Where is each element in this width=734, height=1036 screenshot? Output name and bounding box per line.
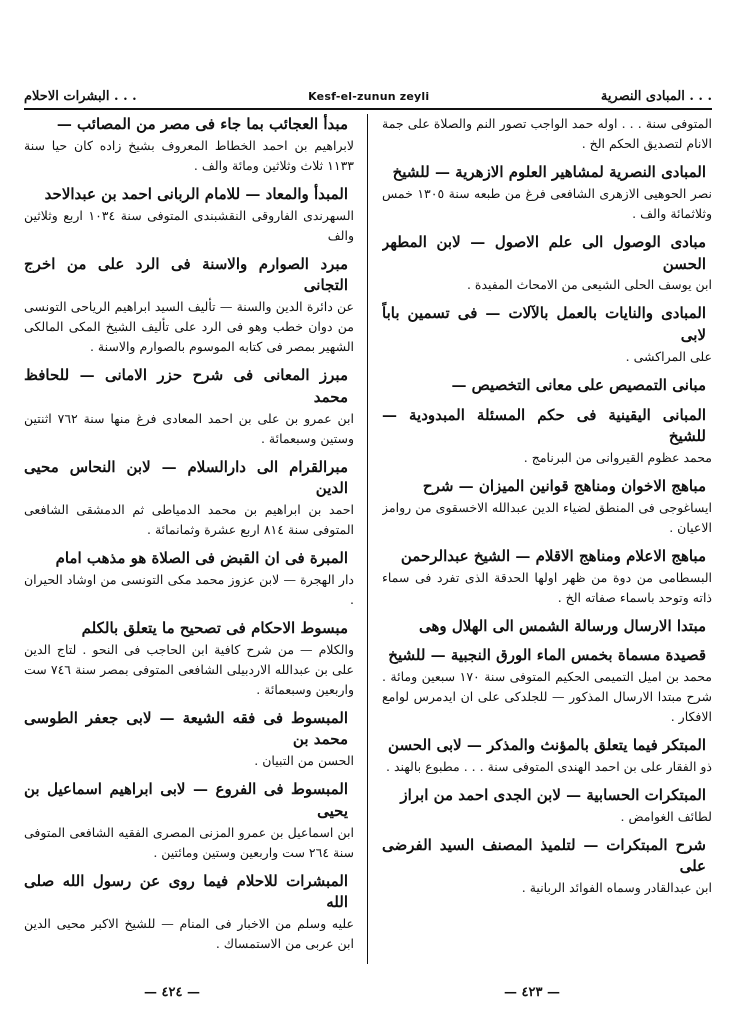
book-page [24, 84, 712, 1004]
entry-body: المتوفى سنة . . . اوله حمد الواجب تصور النم والصلاة على جمة الانام لتصديق الحكم الخ . [382, 116, 712, 151]
entry-heading: قصيدة مسماة بخمس الماء الورق النجبية — للشيخ [388, 646, 706, 665]
column-divider [367, 114, 368, 964]
entry [382, 405, 712, 469]
entry-heading: مبتدا الارسال ورسالة الشمس الى الهلال وهى [418, 616, 706, 635]
running-header [24, 84, 712, 110]
right-column [382, 114, 712, 964]
entry-body: محمد بن اميل التميمى الحكيم المتوفى سنة ١٧٠ سبعين ومائة . شرح مبتدا الارسال المذكور — للجلدكى على ان ايدمرس لوامع الافكار . [382, 669, 712, 724]
entry [24, 618, 354, 700]
entry-heading: مبرد الصوارم والاسنة فى الرد على من اخرج التجانى [24, 254, 348, 295]
entry-body: ابن يوسف الحلى الشيعى من الامحاث المفيدة . [466, 277, 712, 293]
entry-body: دار الهجرة — لابن عزوز محمد مكى التونسى من اوشاد الحيران . [24, 571, 354, 607]
entry-heading: المبتكرات الحسابية — لابن الجدى احمد من ابراز [400, 785, 706, 804]
entry-heading: المبرة فى ان القبض فى الصلاة هو مذهب امام [55, 549, 348, 567]
entry-heading: المبتكر فيما يتعلق بالمؤنث والمذكر — لابى الحسن [388, 736, 706, 754]
entry-body: البسطامى من دوة من ظهر اولها الحدقة الذى تفرد فى سماء ذاته وتوحد باسماء صفاته الخ . [382, 569, 712, 605]
page-number-right: — ٤٢٣ — [504, 985, 561, 1000]
entry [382, 645, 712, 727]
entry-heading: مبرالقرام الى دارالسلام — لابن النحاس محيى الدين [24, 457, 348, 498]
entry [382, 114, 712, 154]
entry [382, 835, 712, 899]
entry-body: لطائف الغوامض . [620, 808, 712, 824]
entry-heading: المبادى والنايات بالعمل بالآلات — فى تسمين باباً لابى [382, 304, 706, 344]
entry-body: عن دائرة الدين والسنة — تأليف السيد ابراهيم الرياحى التونسى من دوان خطب وهو فى الرد على تأليف الشيخ المكى المالكى الشهير بمصر فى كتابه الموسوم بالصوارم والاسنة . [24, 299, 354, 354]
entry [382, 616, 712, 638]
entry-body: والكلام — من شرح كافية ابن الحاجب فى النحو . لتاج الدين على بن عبدالله الاردبيلى الشافعى المتوفى بمصر سنة ٧٤٦ ست واربعين وسبعمائة . [24, 641, 354, 697]
entry [382, 546, 712, 608]
entry-body: ابن اسماعيل بن عمرو المزنى المصرى الفقيه الشافعى المتوفى سنة ٢٦٤ ست واربعين وستين ومائتين . [24, 824, 354, 860]
entry [24, 779, 354, 863]
entry [24, 184, 354, 246]
two-column-body [24, 114, 712, 964]
left-column [24, 114, 354, 964]
entry [24, 871, 354, 955]
entry-heading: المبانى اليقينية فى حكم المسئلة المبدودية — للشيخ [382, 405, 706, 446]
entry-body: على المراكشى . [625, 348, 712, 364]
entry-heading: مباهج الاعلام ومناهج الاقلام — الشيخ عبدالرحمن [400, 546, 706, 565]
page-number-left: — ٤٢٤ — [144, 985, 201, 1000]
entry-body: ابن عبدالقادر وسماه الفوائد الربانية . [521, 880, 712, 895]
entry [382, 476, 712, 538]
entry [382, 162, 712, 224]
entry [24, 254, 354, 358]
entry-body: احمد بن ابراهيم بن محمد الدمياطى ثم الدمشقى الشافعى المتوفى سنة ٨١٤ اربع عشرة وثمانمائة . [24, 502, 354, 537]
entry [382, 375, 712, 397]
entry [24, 548, 354, 610]
entry [24, 365, 354, 449]
entry-heading: المبسوط فى الفروع — لابى ابراهيم اسماعيل بن يحيى [24, 780, 348, 820]
entry-body: لابراهيم بن احمد الخطاط المعروف بشيخ زاده كان حيا سنة ١١٣٣ ثلاث وثلاثين ومائة والف . [24, 137, 354, 173]
entry-body: محمد عظوم القيروانى من البرنامج . [523, 450, 712, 465]
entry [24, 457, 354, 541]
entry-heading: المبدأ والمعاد — للامام الربانى احمد بن عبدالاحد [44, 184, 348, 203]
entry-heading: مبدأ العجائب بما جاء فى مصر من المصائب — [56, 115, 348, 133]
entry-heading: مباهج الاخوان ومناهج قوانين الميزان — شرح [422, 477, 706, 495]
page-footer [24, 978, 712, 1004]
entry-heading: شرح المبتكرات — لتلميذ المصنف السيد الفرضى على [382, 835, 706, 876]
entry [24, 114, 354, 176]
header-right: المبادى النصرية . . . [600, 88, 712, 104]
entry [382, 785, 712, 827]
entry [24, 708, 354, 772]
entry-body: ذو الفقار على بن احمد الهندى المتوفى سنة . . . مطبوع بالهند . [386, 758, 712, 774]
entry [382, 735, 712, 777]
entry-body: السهرندى الفاروقى النقشبندى المتوفى سنة ١٠٣٤ اربع وثلاثين والف [24, 207, 354, 243]
entry-heading: المبشرات للاحلام فيما روى عن رسول الله صلى الله [24, 871, 348, 912]
header-center: Kesf-el-zunun zeyli [308, 89, 430, 103]
entry [382, 232, 712, 296]
entry-heading: المبسوط فى فقه الشيعة — لابى جعفر الطوسى محمد بن [24, 708, 348, 749]
entry-body: ايساغوجى فى المنطق لضياء الدين عبدالله الاخسقوى من روامز الاعيان . [382, 499, 712, 535]
entry [382, 303, 712, 367]
entry-body: ابن عمرو بن على بن احمد المعادى فرغ منها سنة ٧٦٢ اثنتين وستين وسبعمائة . [24, 410, 354, 446]
entry-body: الحسن من التبيان . [254, 753, 354, 768]
entry-heading: المبادى النصرية لمشاهير العلوم الازهرية — للشيخ [392, 163, 706, 181]
entry-heading: مبادى الوصول الى علم الاصول — لابن المطهر الحسن [382, 232, 706, 273]
entry-heading: مبانى التمصيص على معانى التخصيص — [451, 375, 706, 394]
entry-body: عليه وسلم من الاخبار فى المنام — للشيخ الاكبر محيى الدين ابن عربى من الاستمساك . [24, 916, 354, 951]
entry-body: نصر الحوهيى الازهرى الشافعى فرغ من طبعه سنة ١٣٠٥ خمس وثلاثمائة والف . [382, 185, 712, 221]
entry-heading: مبسوط الاحكام فى تصحيح ما يتعلق بالكلم [81, 618, 348, 637]
header-left: البشرات الاحلام . . . [24, 88, 137, 104]
entry-heading: مبرز المعانى فى شرح حزر الامانى — للحافظ محمد [24, 366, 348, 406]
